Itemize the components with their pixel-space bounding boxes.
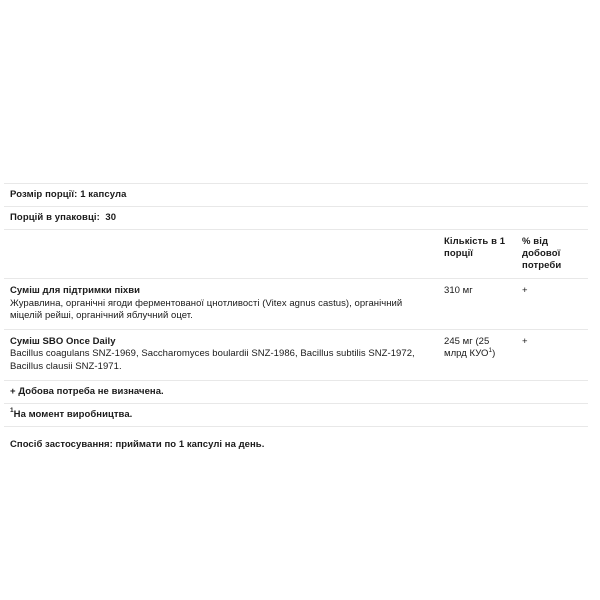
- servings-per-container-row: [4, 207, 588, 230]
- supplement-facts-table: [4, 183, 588, 427]
- sbo-blend-cell: [4, 329, 438, 380]
- servings-per-container-cell: [4, 207, 588, 230]
- ingredient-blend-cell: [4, 279, 438, 330]
- header-percent-daily-value: % від добової потреби: [521, 236, 562, 271]
- directions-text: Спосіб застосування: приймати по 1 капсулі на день.: [10, 438, 265, 450]
- servings-per-container-label: Порцій в упаковці:: [10, 212, 100, 223]
- serving-size-cell: [4, 184, 588, 207]
- table-header-row: [4, 230, 588, 279]
- table-row: [4, 329, 588, 380]
- sbo-blend-description: Bacillus coagulans SNZ-1969, Saccharomyces boulardii SNZ-1986, Bacillus subtilis SNZ-1972, Bacillus clausii SNZ-1971.: [10, 348, 415, 372]
- sbo-blend-amount-footnote-marker: 1: [488, 347, 493, 355]
- table-row: [4, 279, 588, 330]
- serving-size-value: 1 капсула: [80, 189, 127, 200]
- ingredient-blend-description: Журавлина, органічні ягоди ферментованої цнотливості (Vitex agnus castus), органічний міцелій рейші, органічний яблучний оцет.: [10, 297, 403, 322]
- header-name: [4, 230, 438, 279]
- footnote-dv-cell: [4, 380, 588, 403]
- footnote-row-dv: [4, 380, 588, 403]
- footnote-dv-marker: +: [10, 385, 16, 397]
- sbo-blend-daily-value: +: [521, 335, 528, 347]
- serving-size-label: Розмір порції:: [10, 189, 78, 200]
- sbo-blend-amount-prefix: 245 мг (25 млрд КУО: [443, 335, 490, 360]
- footnote-manufacture-text: На момент виробництва.: [13, 408, 133, 420]
- serving-size-row: [4, 184, 588, 207]
- sbo-blend-amount-suffix: ): [492, 348, 496, 360]
- footnote-manufacture-cell: [4, 403, 588, 426]
- footnote-dv-text: Добова потреба не визначена.: [18, 385, 164, 397]
- ingredient-blend-name: Суміш для підтримки піхви: [10, 285, 141, 296]
- supplement-facts-panel: [4, 183, 588, 427]
- sbo-blend-name: Суміш SBO Once Daily: [10, 335, 116, 347]
- footnote-row-manufacture: [4, 403, 588, 426]
- footnote-manufacture-marker: 1: [10, 406, 14, 414]
- ingredient-blend-daily-value: +: [521, 285, 528, 296]
- header-amount-per-serving: Кількість в 1 порції: [443, 236, 506, 259]
- servings-per-container-value: 30: [105, 212, 117, 223]
- ingredient-blend-amount: 310 мг: [443, 285, 473, 296]
- sbo-blend-amount: [438, 329, 512, 380]
- top-whitespace: [0, 0, 600, 183]
